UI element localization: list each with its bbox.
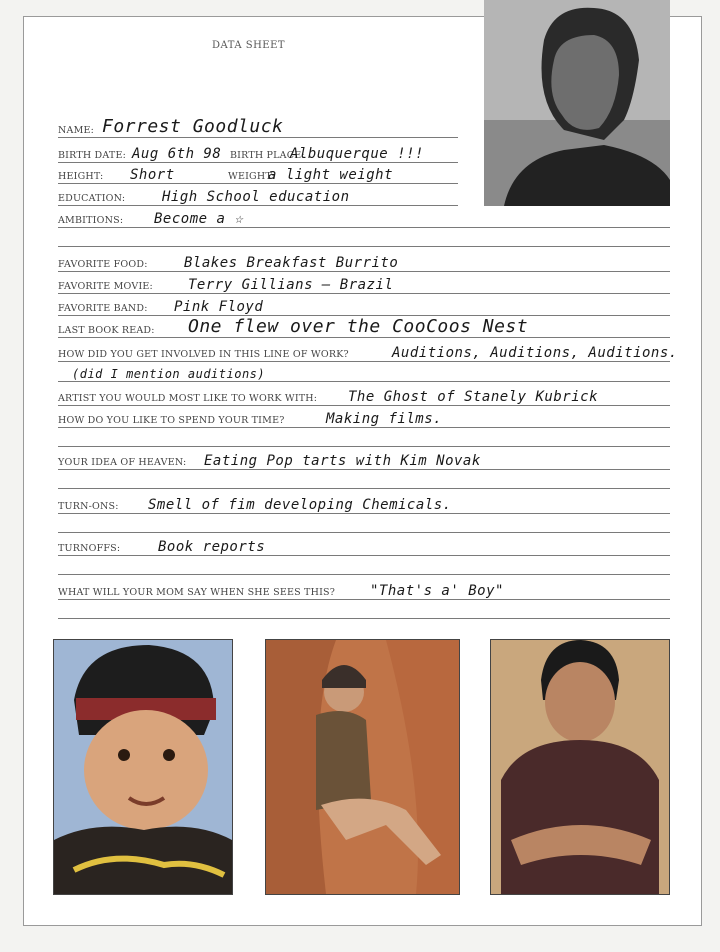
birth-date-value: Aug 6th 98 xyxy=(132,146,222,162)
heaven-value: Eating Pop tarts with Kim Novak xyxy=(204,453,481,469)
spend-time-label: HOW DO YOU LIKE TO SPEND YOUR TIME? xyxy=(58,415,285,426)
heaven-label: YOUR IDEA OF HEAVEN: xyxy=(58,457,187,468)
favorite-band-label: FAVORITE BAND: xyxy=(58,303,148,314)
weight-label: WEIGHT: xyxy=(228,171,275,182)
education-label: EDUCATION: xyxy=(58,193,126,204)
weight-value: a light weight xyxy=(268,167,394,183)
height-label: HEIGHT: xyxy=(58,171,104,182)
favorite-band-value: Pink Floyd xyxy=(174,299,264,315)
turnoffs-row xyxy=(58,536,670,556)
birth-place-label: BIRTH PLACE: xyxy=(230,150,305,161)
height-weight-row xyxy=(58,164,458,184)
favorite-food-row xyxy=(58,252,670,272)
teen-photo xyxy=(490,639,670,895)
mom-label: WHAT WILL YOUR MOM SAY WHEN SHE SEES THIS? xyxy=(58,587,336,598)
name-value: Forrest Goodluck xyxy=(102,116,284,137)
artist-row xyxy=(58,386,670,406)
height-value: Short xyxy=(130,167,175,183)
last-book-label: LAST BOOK READ: xyxy=(58,325,155,336)
headshot-photo xyxy=(484,0,670,206)
ambitions-label: AMBITIONS: xyxy=(58,215,124,226)
education-value: High School education xyxy=(162,189,350,205)
mom-row xyxy=(58,580,670,600)
favorite-movie-row xyxy=(58,274,670,294)
last-book-value: One flew over the CooCoos Nest xyxy=(188,316,529,337)
sheet-title: DATA SHEET xyxy=(212,40,286,51)
turnoffs-label: TURNOFFS: xyxy=(58,543,121,554)
favorite-movie-label: FAVORITE MOVIE: xyxy=(58,281,153,292)
involved-row-2 xyxy=(58,362,670,382)
birth-row xyxy=(58,143,458,163)
birth-place-value: Albuquerque !!! xyxy=(290,146,424,162)
turn-ons-label: TURN-ONS: xyxy=(58,501,119,512)
artist-value: The Ghost of Stanely Kubrick xyxy=(348,389,599,405)
mom-value: "That's a' Boy" xyxy=(370,583,504,599)
spend-time-row xyxy=(58,408,670,428)
name-label: NAME: xyxy=(58,125,95,136)
heaven-row xyxy=(58,450,670,470)
favorite-band-row xyxy=(58,296,670,316)
favorite-food-label: FAVORITE FOOD: xyxy=(58,259,148,270)
ambitions-value: Become a ☆ xyxy=(154,211,244,227)
turnoffs-value: Book reports xyxy=(158,539,266,555)
involved-label: HOW DID YOU GET INVOLVED IN THIS LINE OF WORK? xyxy=(58,349,349,360)
last-book-row xyxy=(58,318,670,338)
favorite-movie-value: Terry Gillians – Brazil xyxy=(188,277,394,293)
involved-row xyxy=(58,342,678,362)
ambitions-row xyxy=(58,208,670,228)
involved-value: Auditions, Auditions, Auditions. xyxy=(392,345,678,361)
canyon-photo xyxy=(265,639,460,895)
toddler-photo xyxy=(53,639,233,895)
birth-date-label: BIRTH DATE: xyxy=(58,150,126,161)
artist-label: ARTIST YOU WOULD MOST LIKE TO WORK WITH: xyxy=(58,393,318,404)
education-row xyxy=(58,186,458,206)
favorite-food-value: Blakes Breakfast Burrito xyxy=(184,255,399,271)
spend-time-value: Making films. xyxy=(326,411,443,427)
name-row xyxy=(58,118,458,138)
turn-ons-row xyxy=(58,494,670,514)
involved-value-2: (did I mention auditions) xyxy=(72,367,266,381)
turn-ons-value: Smell of fim developing Chemicals. xyxy=(148,497,452,513)
